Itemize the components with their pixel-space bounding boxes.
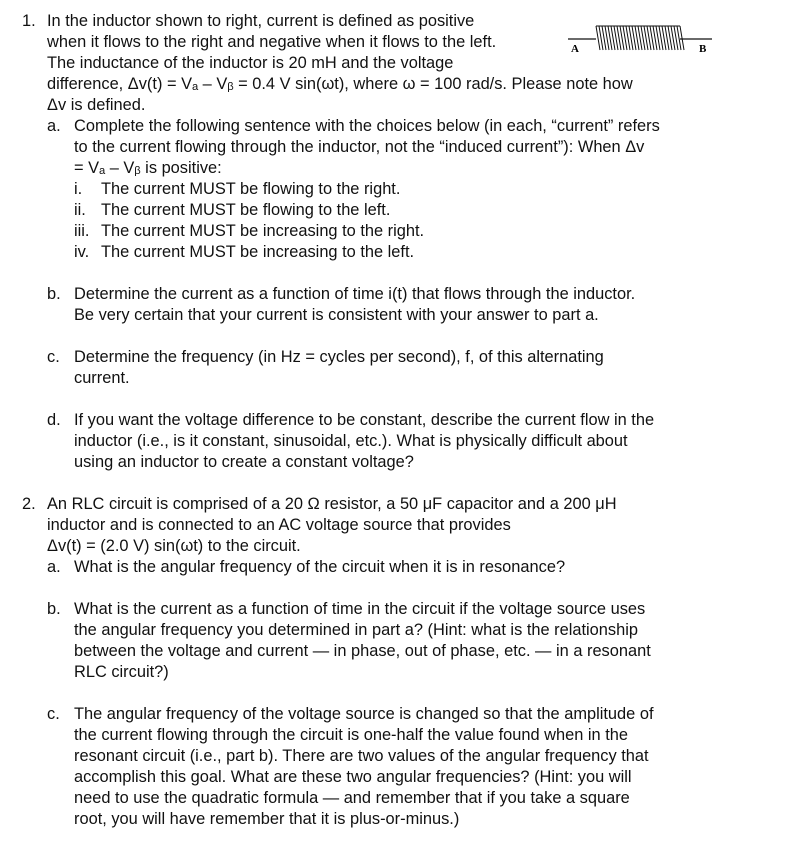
q2b-text-line: RLC circuit?) — [74, 663, 169, 681]
q1d-text-line: inductor (i.e., is it constant, sinusoidal, etc.). What is physically difficult about — [74, 432, 628, 450]
q1b-text-line: Be very certain that your current is consistent with your answer to part a. — [74, 306, 599, 324]
q1b-text-line: Determine the current as a function of time i(t) that flows through the inductor. — [74, 285, 636, 303]
q1-stem-line: difference, Δv(t) = Vₐ – Vᵦ = 0.4 V sin(ωt), where ω = 100 rad/s. Please note how — [47, 75, 633, 93]
q2b-text-line: What is the current as a function of time in the circuit if the voltage source uses — [74, 600, 646, 618]
option-numeral: iv. — [74, 243, 90, 261]
label-a: A — [571, 43, 579, 55]
q1a-letter: a. — [47, 117, 61, 135]
q2c-letter: c. — [47, 705, 60, 723]
q1-number: 1. — [22, 12, 36, 30]
q1d-text-line: If you want the voltage difference to be constant, describe the current flow in the — [74, 411, 655, 429]
option-text: The current MUST be flowing to the left. — [101, 201, 391, 219]
q1-stem-line: In the inductor shown to right, current is defined as positive — [47, 12, 475, 30]
q1a-text-line: = Vₐ – Vᵦ is positive: — [74, 159, 222, 177]
q1b-letter: b. — [47, 285, 61, 303]
q2-stem-line: An RLC circuit is comprised of a 20 Ω resistor, a 50 μF capacitor and a 200 μH — [47, 495, 617, 513]
option-text: The current MUST be increasing to the left. — [101, 243, 415, 261]
q2b-letter: b. — [47, 600, 61, 618]
q1-stem-line: when it flows to the right and negative when it flows to the left. — [47, 33, 497, 51]
inductor-diagram — [560, 22, 720, 56]
q1d-text-line: using an inductor to create a constant voltage? — [74, 453, 414, 471]
q2a-letter: a. — [47, 558, 61, 576]
q2c-text-line: accomplish this goal. What are these two angular frequencies? (Hint: you will — [74, 768, 632, 786]
q1a-text-line: Complete the following sentence with the choices below (in each, “current” refers — [74, 117, 660, 135]
q1-stem-line: The inductance of the inductor is 20 mH and the voltage — [47, 54, 454, 72]
q2c-text-line: resonant circuit (i.e., part b). There are two values of the angular frequency that — [74, 747, 649, 765]
label-b: B — [699, 43, 707, 55]
q2c-text-line: root, you will have remember that it is plus-or-minus.) — [74, 810, 460, 828]
q2-number: 2. — [22, 495, 36, 513]
option-numeral: ii. — [74, 201, 86, 219]
q2b-text-line: the angular frequency you determined in part a? (Hint: what is the relationship — [74, 621, 638, 639]
q2c-text-line: The angular frequency of the voltage source is changed so that the amplitude of — [74, 705, 654, 723]
q1c-letter: c. — [47, 348, 60, 366]
q1d-letter: d. — [47, 411, 61, 429]
q1c-text-line: Determine the frequency (in Hz = cycles per second), f, of this alternating — [74, 348, 604, 366]
option-numeral: iii. — [74, 222, 90, 240]
q2b-text-line: between the voltage and current — in phase, out of phase, etc. — in a resonant — [74, 642, 651, 660]
option-numeral: i. — [74, 180, 83, 198]
option-text: The current MUST be increasing to the right. — [101, 222, 425, 240]
q2c-text-line: the current flowing through the circuit is one-half the value found when in the — [74, 726, 628, 744]
q1c-text-line: current. — [74, 369, 130, 387]
q1a-text-line: to the current flowing through the inductor, not the “induced current”): When Δv — [74, 138, 645, 156]
q1-stem-line: Δv is defined. — [47, 96, 146, 114]
q2-stem-line: inductor and is connected to an AC voltage source that provides — [47, 516, 511, 534]
inductor-coil — [596, 26, 684, 50]
option-text: The current MUST be flowing to the right. — [101, 180, 401, 198]
q2c-text-line: need to use the quadratic formula — and remember that if you take a square — [74, 789, 630, 807]
q2-stem-line: Δv(t) = (2.0 V) sin(ωt) to the circuit. — [47, 537, 301, 555]
q2a-text-line: What is the angular frequency of the circuit when it is in resonance? — [74, 558, 566, 576]
